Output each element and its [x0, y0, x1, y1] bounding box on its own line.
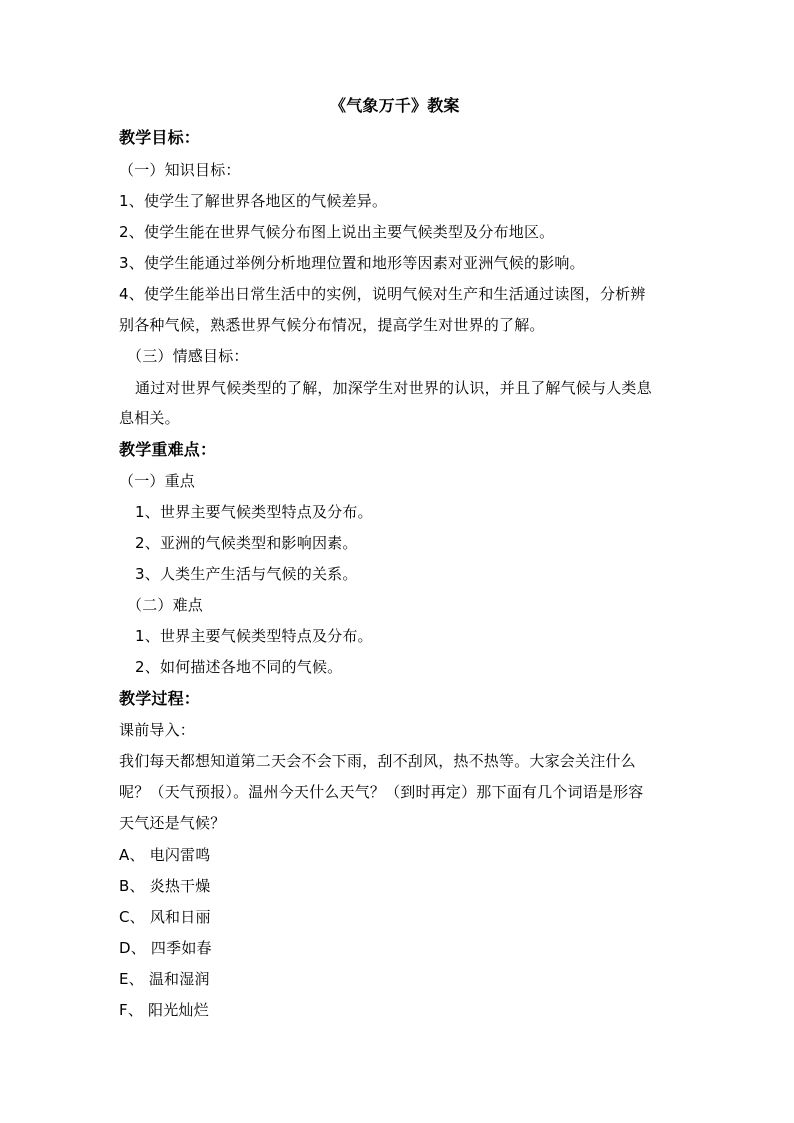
goal-item: 3、使学生能通过举例分析地理位置和地形等因素对亚洲气候的影响。 [119, 254, 585, 272]
goal-item-continued: 别各种气候，熟悉世界气候分布情况，提高学生对世界的了解。 [119, 316, 545, 334]
emotion-goals-heading: （三）情感目标： [127, 347, 249, 365]
goal-item: 1、使学生了解世界各地区的气候差异。 [119, 192, 388, 210]
goal-item: 2、使学生能在世界气候分布图上说出主要气候类型及分布地区。 [119, 223, 555, 241]
key-points-heading: （一）重点 [119, 472, 196, 490]
difficult-point-item: 2、如何描述各地不同的气候。 [135, 658, 343, 676]
intro-text: 天气还是气候？ [119, 814, 226, 832]
process-heading: 教学过程： [119, 689, 201, 708]
keypoints-heading: 教学重难点： [119, 440, 217, 459]
key-point-item: 3、人类生产生活与气候的关系。 [135, 565, 358, 583]
key-point-item: 1、世界主要气候类型特点及分布。 [135, 503, 373, 521]
difficult-point-item: 1、世界主要气候类型特点及分布。 [135, 627, 373, 645]
emotion-goals-text-continued: 息相关。 [119, 409, 180, 427]
difficult-points-heading: （二）难点 [127, 596, 204, 614]
emotion-goals-text: 通过对世界气候类型的了解，加深学生对世界的认识，并且了解气候与人类息 [135, 379, 652, 397]
option-item: A、 电闪雷鸣 [119, 846, 211, 864]
goals-heading: 教学目标： [119, 128, 201, 147]
intro-text: 我们每天都想知道第二天会不会下雨，刮不刮风，热不热等。大家会关注什么 [119, 752, 636, 770]
option-item: C、 风和日丽 [119, 908, 211, 926]
document-title: 《气象万千》教案 [330, 96, 460, 115]
option-item: D、 四季如春 [119, 939, 212, 957]
intro-text: 呢？（天气预报）。温州今天什么天气？（到时再定）那下面有几个词语是形容 [119, 783, 644, 801]
goal-item: 4、使学生能举出日常生活中的实例，说明气候对生产和生活通过读图，分析辨 [119, 285, 646, 303]
option-item: F、 阳光灿烂 [119, 1001, 209, 1019]
key-point-item: 2、亚洲的气候类型和影响因素。 [135, 534, 358, 552]
option-item: E、 温和湿润 [119, 970, 210, 988]
option-item: B、 炎热干燥 [119, 877, 211, 895]
intro-label: 课前导入： [119, 721, 196, 739]
knowledge-goals-heading: （一）知识目标： [119, 161, 241, 179]
